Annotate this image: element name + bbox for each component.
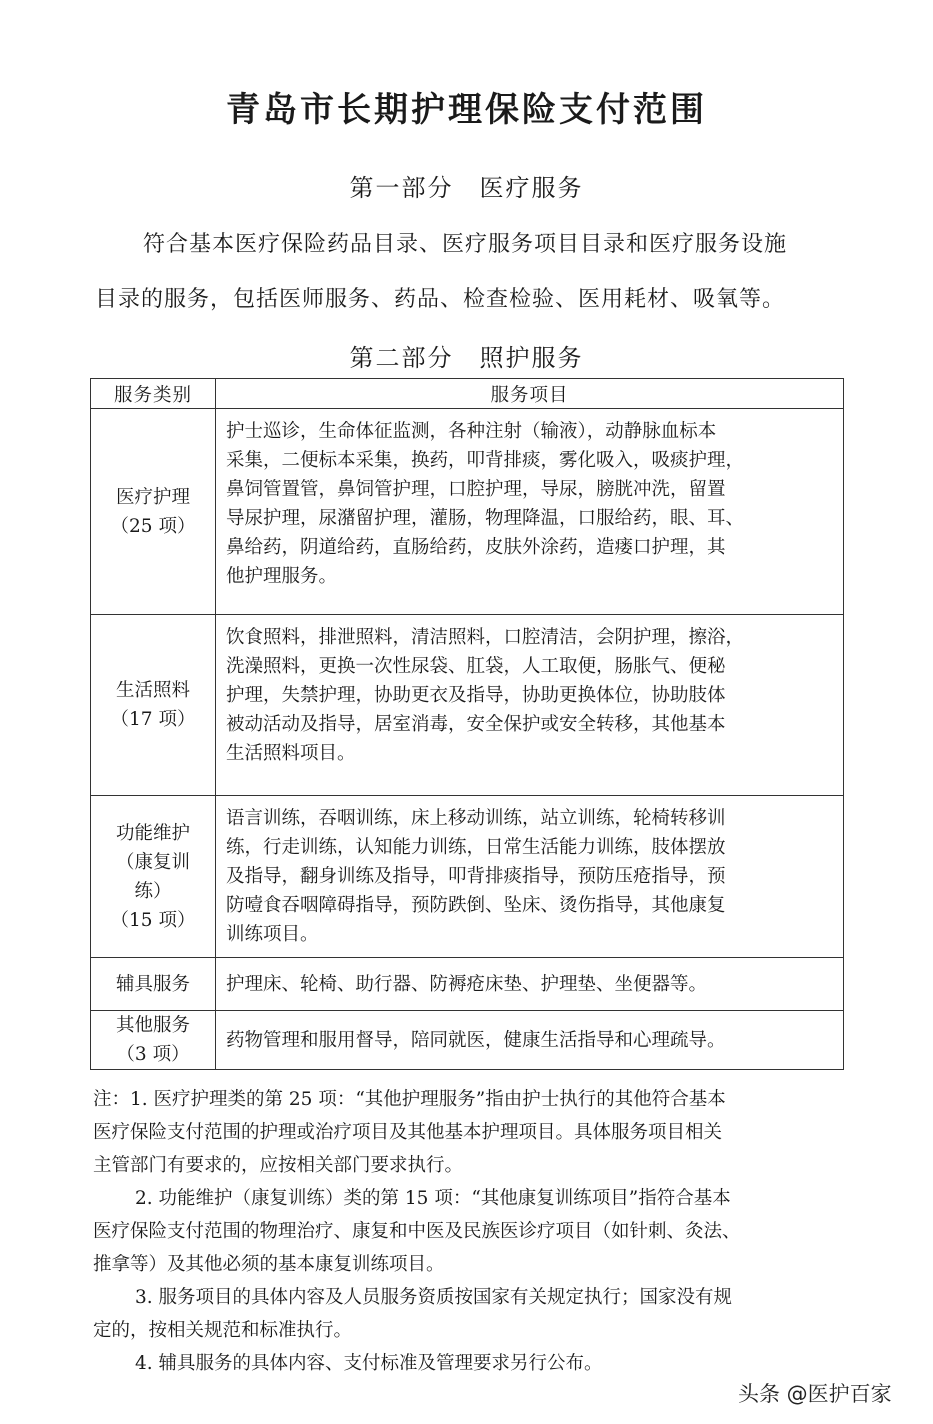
note-line: 2. 功能维护（康复训练）类的第 15 项：“其他康复训练项目”指符合基本 [135, 1188, 731, 1209]
item-line: 鼻饲管置管，鼻饲管护理，口腔护理，导尿，膀胱冲洗，留置 [226, 479, 726, 500]
note-line: 4. 辅具服务的具体内容、支付标准及管理要求另行公布。 [135, 1353, 603, 1374]
paragraph-line: 目录的服务，包括医师服务、药品、检查检验、医用耗材、吸氧等。 [95, 287, 786, 312]
item-line: 语言训练，吞咽训练，床上移动训练，站立训练，轮椅转移训 [226, 808, 726, 829]
service-category [91, 409, 216, 615]
service-category [91, 1011, 216, 1070]
item-line: 练，行走训练，认知能力训练，日常生活能力训练，肢体摆放 [226, 837, 726, 858]
item-line: 防噎食吞咽障碍指导，预防跌倒、坠床、烫伤指导，其他康复 [226, 895, 726, 916]
service-items [216, 796, 844, 958]
category-line: 练） [134, 880, 172, 902]
category-line: （康复训 [115, 851, 190, 873]
service-category [91, 796, 216, 958]
category-line: （15 项） [110, 909, 196, 931]
note-line: 医疗保险支付范围的物理治疗、康复和中医及民族医诊疗项目（如针刺、灸法、 [93, 1221, 741, 1242]
service-category [91, 615, 216, 796]
part2-heading: 第二部分 照护服务 [349, 344, 584, 372]
table-row [91, 409, 844, 615]
category-line: 其他服务 [115, 1015, 190, 1036]
paragraph-line: 符合基本医疗保险药品目录、医疗服务项目目录和医疗服务设施 [143, 232, 788, 257]
note-line: 定的，按相关规范和标准执行。 [93, 1320, 353, 1341]
note-line: 推拿等）及其他必须的基本康复训练项目。 [93, 1254, 445, 1275]
category-line: （3 项） [116, 1044, 190, 1065]
item-line: 导尿护理，尿潴留护理，灌肠，物理降温，口服给药，眼、耳、 [226, 508, 745, 529]
service-items [216, 1011, 844, 1070]
item-line: 鼻给药，阴道给药，直肠给药，皮肤外涂药，造瘘口护理，其 [226, 537, 726, 558]
header-category: 服务类别 [91, 379, 216, 409]
category-line: 功能维护 [115, 822, 190, 844]
item-line: 生活照料项目。 [226, 743, 356, 764]
item-line: 被动活动及指导，居室消毒，安全保护或安全转移，其他基本 [226, 714, 726, 735]
item-line: 他护理服务。 [226, 566, 338, 587]
item-line: 护士巡诊，生命体征监测，各种注射（输液），动静脉血标本 [226, 421, 717, 442]
header-items: 服务项目 [216, 379, 844, 409]
note-line: 主管部门有要求的，应按相关部门要求执行。 [93, 1155, 464, 1176]
item-line: 及指导，翻身训练及指导，叩背排痰指导，预防压疮指导，预 [226, 866, 726, 887]
category-line: 生活照料 [115, 680, 190, 701]
note-line: 注：1. 医疗护理类的第 25 项：“其他护理服务”指由护士执行的其他符合基本 [93, 1089, 726, 1110]
item-line: 护理，失禁护理，协助更衣及指导，协助更换体位，协助肢体 [226, 685, 726, 706]
part1-heading: 第一部分 医疗服务 [349, 174, 584, 202]
table-row [91, 796, 844, 958]
service-category [91, 958, 216, 1011]
note-line: 3. 服务项目的具体内容及人员服务资质按国家有关规定执行；国家没有规 [135, 1287, 733, 1308]
watermark: 头条 @医护百家 [738, 1382, 892, 1406]
item-line: 饮食照料，排泄照料，清洁照料，口腔清洁，会阴护理，擦浴， [226, 627, 745, 648]
service-items [216, 958, 844, 1011]
notes [93, 1085, 853, 1382]
service-items [216, 409, 844, 615]
item-line: 药物管理和服用督导，陪同就医，健康生活指导和心理疏导。 [226, 1029, 726, 1051]
service-items [216, 615, 844, 796]
note-line: 医疗保险支付范围的护理或治疗项目及其他基本护理项目。具体服务项目相关 [93, 1122, 723, 1143]
category-line: （25 项） [110, 515, 196, 537]
item-line: 训练项目。 [226, 924, 319, 945]
category-line: （17 项） [110, 709, 196, 730]
document-title: 青岛市长期护理保险支付范围 [226, 90, 707, 130]
category-line: 医疗护理 [115, 486, 190, 508]
table-row [91, 615, 844, 796]
services-table [90, 378, 844, 1070]
item-line: 护理床、轮椅、助行器、防褥疮床垫、护理垫、坐便器等。 [226, 973, 708, 995]
item-line: 洗澡照料，更换一次性尿袋、肛袋，人工取便，肠胀气、便秘 [226, 656, 726, 677]
table-row [91, 958, 844, 1011]
item-line: 采集，二便标本采集，换药，叩背排痰，雾化吸入，吸痰护理， [226, 450, 745, 471]
part1-paragraph [95, 230, 855, 340]
table-header-row [91, 379, 844, 409]
table-row [91, 1011, 844, 1070]
category-line: 辅具服务 [115, 973, 190, 995]
